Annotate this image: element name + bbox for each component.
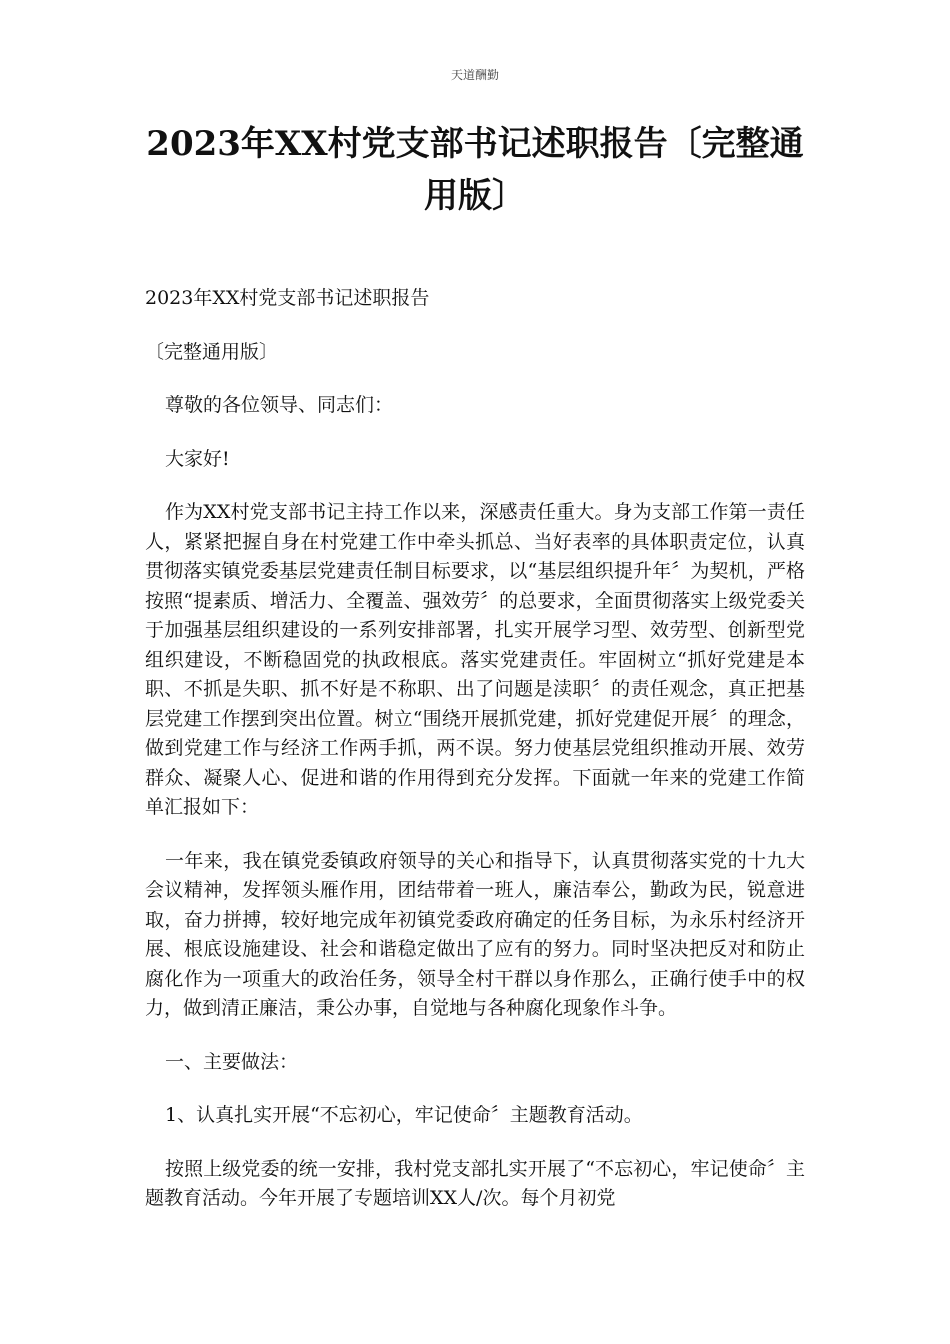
- header-note: 天道酬勤: [450, 68, 499, 82]
- body-paragraph-2: 一年来，我在镇党委镇政府领导的关心和指导下，认真贯彻落实党的十九大会议精神，发挥领头雁作用，团结带着一班人，廉洁奉公，勤政为民，锐意进取，奋力拼搏，较好地完成年初镇党委政府确定的任务目标，为永乐村经济开展、根底设施建设、社会和谐稳定做出了应有的努力。同时坚决把反对和防止腐化作为一项重大的政治任务，领导全村干群以身作那么，正确行使手中的权力，做到清正廉洁，秉公办事，自觉地与各种腐化现象作斗争。: [145, 849, 805, 1019]
- salutation: 大家好!: [165, 447, 230, 470]
- subtitle-line-2: 〔完整通用版〕: [145, 340, 279, 363]
- document-body: [145, 284, 805, 1238]
- greeting: 尊敬的各位领导、同志们：: [165, 394, 394, 416]
- body-paragraph-3: 按照上级党委的统一安排，我村党支部扎实开展了“不忘初心，牢记使命〞主题教育活动。今年开展了专题培训XX人/次。每个月初党: [145, 1157, 805, 1209]
- subtitle-line-1: 2023年XX村党支部书记述职报告: [145, 287, 430, 309]
- section-heading: 一、主要做法：: [165, 1050, 299, 1073]
- item-heading: 1、认真扎实开展“不忘初心，牢记使命〞主题教育活动。: [165, 1104, 643, 1126]
- document-title: 2023年XX村党支部书记述职报告〔完整通用版〕: [146, 124, 804, 216]
- body-paragraph-1: 作为XX村党支部书记主持工作以来，深感责任重大。身为支部工作第一责任人，紧紧把握自身在村党建工作中牵头抓总、当好表率的具体职责定位，认真贯彻落实镇党委基层党建责任制目标要求，以“基层组织提升年〞为契机，严格按照“提素质、增活力、全覆盖、强效劳〞的总要求，全面贯彻落实上级党委关于加强基层组织建设的一系列安排部署，扎实开展学习型、效劳型、创新型党组织建设，不断稳固党的执政根底。落实党建责任。牢固树立“抓好党建是本职、不抓是失职、抓不好是不称职、出了问题是渎职〞的责任观念，真正把基层党建工作摆到突出位置。树立“围绕开展抓党建，抓好党建促开展〞的理念，做到党建工作与经济工作两手抓，两不误。努力使基层党组织推动开展、效劳群众、凝聚人心、促进和谐的作用得到充分发挥。下面就一年来的党建工作简单汇报如下：: [145, 501, 805, 818]
